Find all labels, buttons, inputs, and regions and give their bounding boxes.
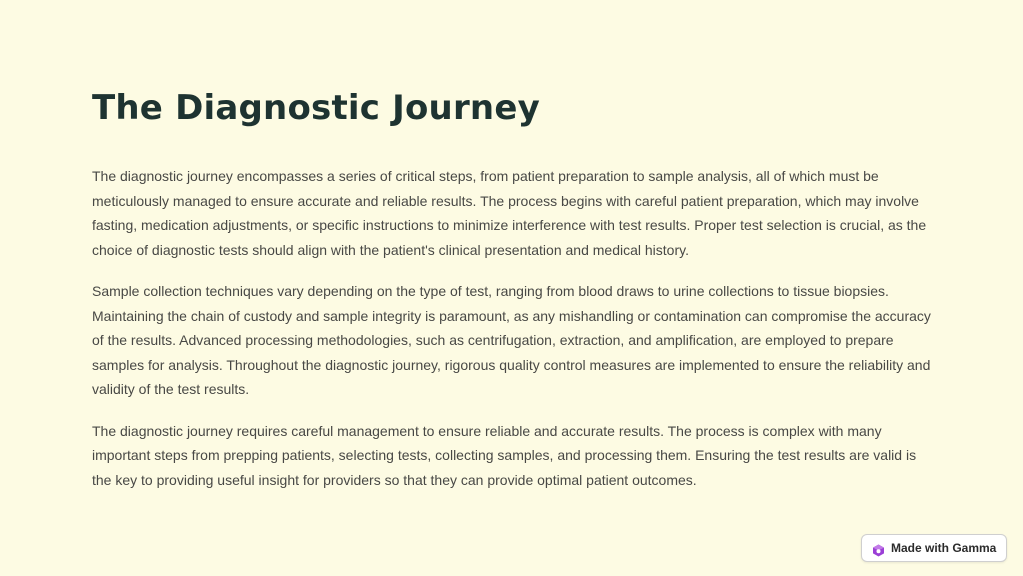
made-with-gamma-badge[interactable]	[861, 534, 1007, 562]
badge-label: Made with Gamma	[891, 541, 997, 555]
slide-content	[92, 86, 934, 509]
paragraph-1: The diagnostic journey encompasses a series of critical steps, from patient preparation to sample analysis, all of which must be meticulously managed to ensure accurate and reliable results. The process begins with careful patient preparation, which may involve fasting, medication adjustments, or specific instructions to minimize interference with test results. Proper test selection is crucial, as the choice of diagnostic tests should align with the patient's clinical presentation and medical history.	[92, 168, 927, 258]
paragraph-2: Sample collection techniques vary depending on the type of test, ranging from blood draws to urine collections to tissue biopsies. Maintaining the chain of custody and sample integrity is paramount, as any mishandling or contamination can compromise the accuracy of the results. Advanced processing methodologies, such as centrifugation, extraction, and amplification, are employed to prepare samples for analysis. Throughout the diagnostic journey, rigorous quality control measures are implemented to ensure the reliability and validity of the test results.	[92, 283, 931, 397]
slide-title: The Diagnostic Journey	[92, 88, 540, 128]
gamma-logo-icon	[872, 542, 885, 555]
paragraph-3: The diagnostic journey requires careful management to ensure reliable and accurate results. The process is complex with many important steps from prepping patients, selecting tests, collecting samples, and processing them. Ensuring the test results are valid is the key to providing useful insight for providers so that they can provide optimal patient outcomes.	[92, 422, 917, 488]
slide-body	[92, 164, 934, 492]
